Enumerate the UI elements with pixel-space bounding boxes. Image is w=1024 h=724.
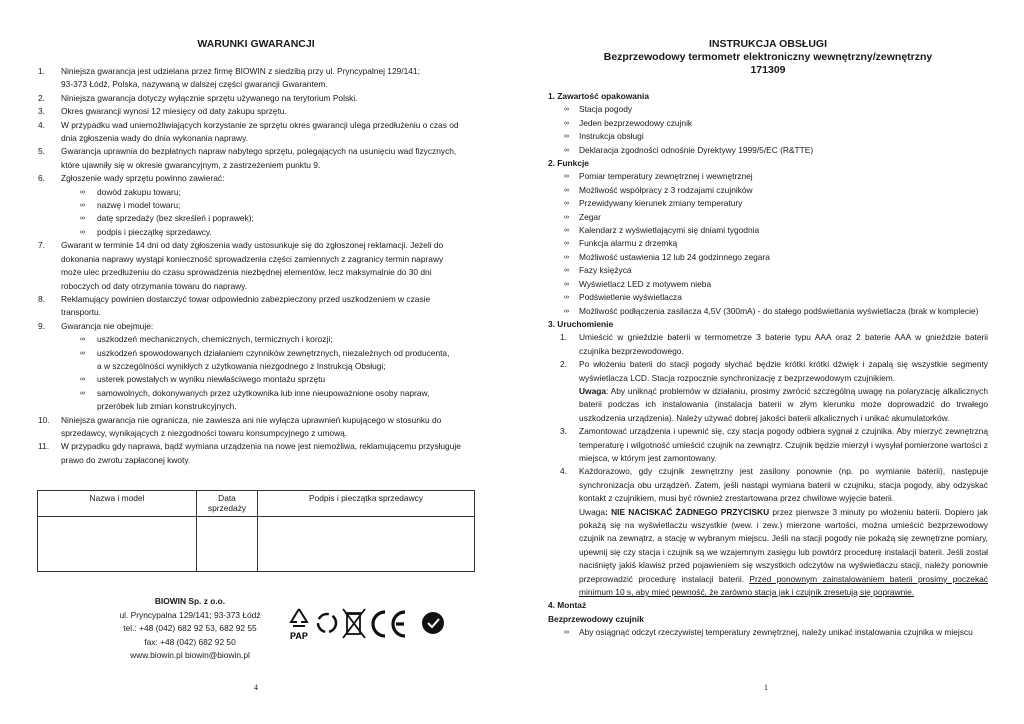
bullet-icon: ∞	[564, 146, 569, 154]
bullet-icon: ∞	[80, 188, 85, 196]
item-number: 4.	[38, 119, 45, 130]
list-item: 1. Niniejsza gwarancja jest udzielana przez firmę BIOWIN z siedzibą przy ul. Pryncypalnej 129/141; 93-373 Łódź, Polska, nazywaną w dalszej części gwarancji Gwarantem.	[38, 66, 420, 90]
bullet-item: ∞ Aby osiągnąć odczyt rzeczywistej temperatury zewnętrznej, należy unikać instalowania czujnika w miejscu	[512, 626, 1024, 639]
list-item: 9. Gwarancja nie obejmuje:	[0, 320, 512, 333]
item-number: 3.	[560, 426, 567, 437]
numbered-item: 1. Umieścić w gnieździe baterii w termometrze 3 baterie typu AAA oraz 2 baterie AAA w gnieździe baterii czujnika bezprzewodowego.	[560, 332, 988, 356]
product-code: 171309	[750, 64, 786, 76]
bullet-icon: ∞	[80, 215, 85, 223]
table-header-name: Nazwa i model	[38, 491, 197, 517]
list-item: 11. W przypadku gdy naprawa, bądź wymiana urządzenia na nowe jest niemożliwa, reklamującemu przysługuje prawo do zwrotu zapłaconej kwoty.	[38, 441, 461, 465]
company-name: BIOWIN Sp. z o.o.	[154, 596, 226, 606]
bullet-icon: ∞	[564, 629, 569, 637]
bullet-item: ∞ podpis i pieczątkę sprzedawcy.	[0, 226, 512, 239]
bullet-item: ∞ Funkcja alarmu z drzemką	[512, 237, 1024, 250]
warning-label: Uwaga	[579, 385, 606, 396]
ce-mark-icon	[373, 612, 405, 636]
item-number: 5.	[38, 146, 45, 157]
instructions-title: INSTRUKCJA OBSŁUGI	[708, 38, 828, 50]
bullet-icon: ∞	[564, 240, 569, 248]
item-number: 4.	[560, 466, 567, 477]
bullet-item: ∞ Zegar	[512, 211, 1024, 224]
warning-note: Uwaga: Aby uniknąć problemów w działaniu, prosimy zwrócić szczególną uwagę na polaryzację alkalicznych baterii podczas ich instalowania (instalacja baterii w złym kierunku może doprowadzić do trwałego uszkodzenia urządzenia). Należy używać dobrej jakości baterii alkalicznych i unikać akumulatorków.	[579, 385, 988, 423]
bullet-icon: ∞	[80, 376, 85, 384]
bullet-item: ∞ Możliwość podłączenia zasilacza 4,5V (300mA) - do stałego podświetlania wyświetlacza (brak w komplecie)	[512, 305, 1024, 318]
product-title: Bezprzewodowy termometr elektroniczny wewnętrzny/zewnętrzny	[603, 51, 933, 63]
item-number: 1.	[38, 66, 45, 76]
bullet-icon: ∞	[80, 336, 85, 344]
warranty-list	[0, 65, 512, 467]
warning-emphasis: : NIE NACISKAĆ ŻADNEGO PRZYCISKU	[605, 506, 770, 517]
bullet-icon: ∞	[564, 213, 569, 221]
rohs-badge-icon	[422, 612, 444, 634]
bullet-item: ∞ Fazy księżyca	[512, 264, 1024, 277]
bullet-icon: ∞	[564, 227, 569, 235]
bullet-item: ∞ nazwę i model towaru;	[0, 199, 512, 212]
list-item: 7. Gwarant w terminie 14 dni od daty zgłoszenia wady ustosunkuje się do zgłoszonej reklamacji. Jeżeli do dokonania naprawy wystąpi konieczność sprowadzenia części zamiennych z zagranicy termin naprawy może ulec przedłużeniu do czasu sprowadzenia niezbędnej elementów, lecz maksymalnie do 30 dni roboczych od daty otrzymania towaru do naprawy.	[38, 240, 444, 291]
bullet-item: ∞ uszkodzeń spowodowanych działaniem czynników zewnętrznych, niezależnych od producenta, a w szczególności wynikłych z użytkowania niezgodnego z Instrukcją Obsługi;	[80, 347, 450, 371]
bullet-item: ∞ Możliwość współpracy z 3 rodzajami czujników	[512, 184, 1024, 197]
company-web: www.biowin.pl biowin@biowin.pl	[130, 650, 250, 661]
item-number: 1.	[560, 332, 567, 343]
company-tel: tel.: +48 (042) 682 92 53, 682 92 55	[123, 623, 257, 634]
bullet-item: ∞ Instrukcja obsługi	[512, 130, 1024, 143]
page-number: 1	[764, 683, 768, 692]
bullet-item: ∞ Możliwość ustawienia 12 lub 24 godzinnego zegara	[512, 251, 1024, 264]
instructions-page	[512, 0, 1024, 724]
table-cell-name[interactable]	[38, 517, 197, 572]
certification-symbols	[287, 605, 457, 645]
item-number: 2.	[560, 359, 567, 370]
numbered-item: 4. Każdorazowo, gdy czujnik zewnętrzny jest zasilony ponownie (np. po wymianie baterii), następuje synchronizacja obu urządzeń. Zatem, jeśli nastąpi wymiana baterii w czujniku, stacja pogody, aby odzyskać kontakt z czujnikiem, musi być również zrestartowana przez chwilowe wyjęcie baterii.	[560, 466, 988, 504]
bullet-icon: ∞	[80, 202, 85, 210]
item-number: 10.	[38, 414, 50, 425]
pap-label: PAP	[290, 631, 308, 641]
item-number: 7.	[38, 240, 45, 251]
subsection-heading: Bezprzewodowy czujnik	[548, 613, 644, 624]
warranty-title: WARUNKI GWARANCJI	[197, 38, 315, 50]
bullet-icon: ∞	[80, 389, 85, 397]
item-number: 2.	[38, 92, 45, 103]
section-heading: 1. Zawartość opakowania	[548, 91, 649, 101]
bullet-icon: ∞	[564, 280, 569, 288]
bullet-icon: ∞	[564, 307, 569, 315]
numbered-item: 3. Zamontować urządzenia i upewnić się, czy stacja pogody odbiera sygnał z czujnika. Aby mierzyć zewnętrzną temperaturę i wilgotność umieścić czujnik na zewnątrz. Czujnik będzie mierzył i wysyłał pomierzone wartości z miejsca, w którym jest zamontowany.	[560, 426, 988, 463]
bullet-icon: ∞	[80, 349, 85, 357]
recycle-icon	[318, 614, 336, 632]
bullet-item: ∞ usterek powstałych w wyniku niewłaściwego montażu sprzętu	[0, 373, 512, 386]
table-header-date-line1: Data	[218, 493, 236, 503]
list-item: 4. W przypadku wad uniemożliwiających korzystanie ze sprzętu okres gwarancji ulega przedłużeniu o czas od dnia zgłoszenia wady do dnia wykonania naprawy.	[38, 119, 459, 144]
table-header-date	[197, 491, 258, 517]
list-item: 3. Okres gwarancji wynosi 12 miesięcy od daty zakupu sprzętu.	[0, 105, 512, 118]
bullet-icon: ∞	[564, 133, 569, 141]
bullet-item: ∞ samowolnych, dokonywanych przez użytkownika lub inne nieupoważnione osoby napraw, przeróbek lub zmian konstrukcyjnych.	[80, 387, 430, 412]
bullet-item: ∞ Pomiar temperatury zewnętrznej i wewnętrznej	[512, 170, 1024, 183]
bullet-icon: ∞	[564, 173, 569, 181]
bullet-item: ∞ Przewidywany kierunek zmiany temperatury	[512, 197, 1024, 210]
page-number: 4	[254, 683, 258, 692]
bullet-icon: ∞	[564, 267, 569, 275]
list-item: 2. Niniejsza gwarancja dotyczy wyłącznie sprzętu używanego na terytorium Polski.	[0, 92, 512, 105]
item-number: 11.	[38, 441, 50, 452]
bullet-item: ∞ Wyświetlacz LED z motywem nieba	[512, 278, 1024, 291]
bullet-item: ∞ Stacja pogody	[512, 103, 1024, 116]
list-item: 10. Niniejsza gwarancja nie ogranicza, nie zawiesza ani nie wyłącza uprawnień kupującego w stosunku do sprzedawcy, wynikających z niezgodności towaru konsumpcyjnego z umową.	[38, 414, 442, 438]
pap-recycle-icon	[290, 609, 308, 641]
bullet-item: ∞ datę sprzedaży (bez skreśleń i poprawek);	[0, 212, 512, 225]
company-fax: fax: +48 (042) 682 92 50	[144, 636, 236, 647]
table-cell-date[interactable]	[197, 517, 258, 572]
bullet-item: ∞ dowód zakupu towaru;	[0, 186, 512, 199]
item-number: 9.	[38, 320, 45, 331]
bullet-item: ∞ Kalendarz z wyświetlającymi się dniami tygodnia	[512, 224, 1024, 237]
weee-bin-icon	[343, 609, 365, 638]
numbered-item: 2. Po włożeniu baterii do stacji pogody słychać będzie krótki krótki dźwięk i zapalą się wszystkie segmenty wyświetlacza LCD. Stacja rozpocznie synchronizację z bezprzewodowym czujnikiem.	[560, 359, 988, 383]
bullet-icon: ∞	[80, 228, 85, 236]
bullet-item: ∞ uszkodzeń mechanicznych, chemicznych, termicznych i korozji;	[0, 333, 512, 346]
bullet-icon: ∞	[564, 106, 569, 114]
table-header-signature: Podpis i pieczątka sprzedawcy	[258, 491, 475, 517]
section-heading: 4. Montaż	[548, 600, 587, 611]
list-item: 6. Zgłoszenie wady sprzętu powinno zawierać:	[0, 172, 512, 185]
instructions-body	[512, 90, 1024, 640]
bullet-icon: ∞	[564, 253, 569, 261]
section-heading: 3. Uruchomienie	[548, 318, 614, 329]
list-item: 5. Gwarancja uprawnia do bezpłatnych napraw nabytego sprzętu, polegających na usunięciu wad fizycznych, które ujawniły się w okresie gwarancyjnym, z zastrzeżeniem punktu 9.	[38, 146, 457, 170]
item-number: 6.	[38, 173, 45, 184]
bullet-item: ∞ Deklaracja zgodności odnośnie Dyrektywy 1999/5/EC (R&TTE)	[512, 144, 1024, 157]
bullet-item: ∞ Podświetlenie wyświetlacza	[512, 291, 1024, 304]
bullet-icon: ∞	[564, 119, 569, 127]
table-cell-signature[interactable]	[258, 517, 475, 572]
item-number: 8.	[38, 293, 45, 304]
warranty-table	[37, 490, 475, 572]
contact-block	[60, 595, 320, 663]
underlined-note: Przed ponownym zainstalowaniem baterii prosimy poczekać minimum 10 s, aby mieć pewność, że zarówno stacja jak i czujnik zresetują się poprawnie.	[579, 573, 988, 598]
company-address: ul. Pryncypalna 129/141; 93-373 Łódź	[119, 609, 261, 620]
bullet-icon: ∞	[564, 200, 569, 208]
bullet-icon: ∞	[564, 294, 569, 302]
table-header-date-line2: sprzedaży	[207, 503, 247, 513]
item-number: 3.	[38, 106, 45, 117]
section-heading: 2. Funkcje	[548, 158, 589, 169]
warning-note: Uwaga: NIE NACISKAĆ ŻADNEGO PRZYCISKU przez pierwsze 3 minuty po włożeniu baterii. Dopiero jak pokażą się na wyświetlaczu wszystkie (wew. i zew.) mierzone wartości, można umieścić bezprzewodowy czujnik na zewnątrz, a stację w wybranym miejscu. Jeśli na stacji pogody nie pokażą się zewnętrzne pomiary, upewnij się czy stacja i czujnik są we wzajemnym zasięgu lub powtórz procedurę instalacji baterii. Jeśli został naciśnięty jakiś klawisz przed pojawieniem się wszystkich odczytów na wyświetlaczu stacji, należy ponownie przeprowadzić procedurę instalacji baterii. Przed ponownym zainstalowaniem baterii prosimy poczekać minimum 10 s, aby mieć pewność, że zarówno stacja jak i czujnik zresetują się poprawnie.	[579, 506, 988, 598]
list-item: 8. Reklamujący powinien dostarczyć towar odpowiednio zabezpieczony przed uszkodzeniem w czasie transportu.	[38, 293, 431, 318]
bullet-item: ∞ Jeden bezprzewodowy czujnik	[512, 117, 1024, 130]
bullet-icon: ∞	[564, 186, 569, 194]
